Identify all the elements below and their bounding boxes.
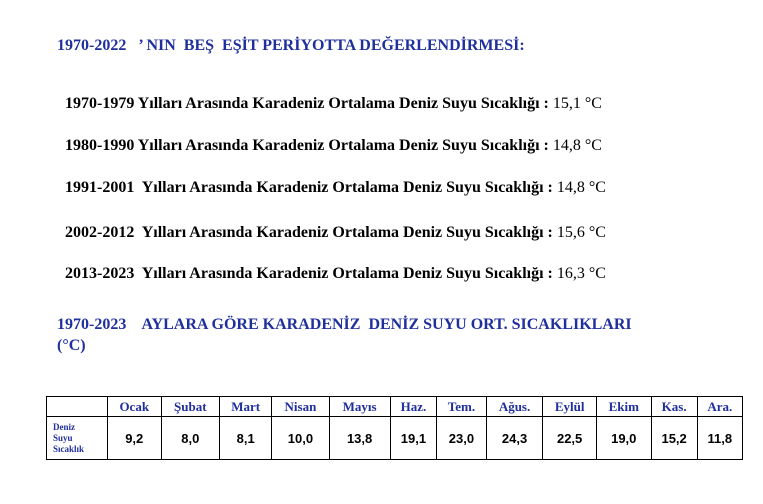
title-five-periods: 1970-2022 ’ NIN BEŞ EŞİT PERİYOTTA DEĞERLENDİRMESİ: — [57, 37, 525, 54]
month-header: Nisan — [272, 397, 329, 417]
title-unit: (°C) — [57, 337, 86, 354]
temperature-cell: 11,8 — [697, 417, 742, 460]
period-value: 14,8 °C — [556, 179, 606, 196]
temperature-cell: 8,1 — [220, 417, 272, 460]
period-value: 15,1 °C — [552, 95, 602, 112]
temperature-cell: 9,2 — [108, 417, 162, 460]
row-label-line: Deniz — [53, 421, 75, 432]
temperature-cell: 19,0 — [596, 417, 651, 460]
month-header: Ocak — [108, 397, 162, 417]
table-row — [47, 417, 743, 460]
month-header: Şubat — [161, 397, 220, 417]
period-row — [57, 247, 606, 283]
temperature-cell: 15,2 — [651, 417, 697, 460]
temperature-cell: 19,1 — [390, 417, 437, 460]
period-value: 16,3 °C — [556, 265, 606, 282]
month-header: Tem. — [437, 397, 487, 417]
period-value: 15,6 °C — [556, 224, 606, 241]
month-header: Haz. — [390, 397, 437, 417]
period-row — [57, 161, 606, 197]
table-header-row — [47, 397, 743, 417]
temperature-cell: 8,0 — [161, 417, 220, 460]
month-header: Ağus. — [486, 397, 543, 417]
corner-cell — [47, 397, 108, 417]
period-label: 1970-1979 Yılları Arasında Karadeniz Ortalama Deniz Suyu Sıcaklığı : — [65, 95, 549, 112]
period-row — [57, 119, 602, 155]
period-label: 2002-2012 Yılları Arasında Karadeniz Ortalama Deniz Suyu Sıcaklığı : — [65, 224, 553, 241]
temperature-cell: 23,0 — [437, 417, 487, 460]
month-header: Mayıs — [329, 397, 390, 417]
title-monthly-averages: 1970-2023 AYLARA GÖRE KARADENİZ DENİZ SUYU ORT. SICAKLIKLARI — [57, 316, 632, 333]
month-header: Ekim — [596, 397, 651, 417]
temperature-cell: 22,5 — [543, 417, 597, 460]
month-header: Ara. — [697, 397, 742, 417]
temperature-cell: 10,0 — [272, 417, 329, 460]
row-label — [47, 417, 108, 460]
period-value: 14,8 °C — [552, 137, 602, 154]
month-header: Kas. — [651, 397, 697, 417]
temperature-cell: 13,8 — [329, 417, 390, 460]
period-label: 1991-2001 Yılları Arasında Karadeniz Ortalama Deniz Suyu Sıcaklığı : — [65, 179, 553, 196]
month-header: Eylül — [543, 397, 597, 417]
period-row — [57, 206, 606, 242]
period-label: 2013-2023 Yılları Arasında Karadeniz Ortalama Deniz Suyu Sıcaklığı : — [65, 265, 553, 282]
row-label-line: Sıcaklık — [53, 443, 85, 454]
period-row — [57, 77, 602, 113]
period-label: 1980-1990 Yılları Arasında Karadeniz Ortalama Deniz Suyu Sıcaklığı : — [65, 137, 549, 154]
month-header: Mart — [220, 397, 272, 417]
monthly-temperature-table — [46, 396, 743, 460]
row-label-line: Suyu — [53, 432, 73, 443]
temperature-cell: 24,3 — [486, 417, 543, 460]
